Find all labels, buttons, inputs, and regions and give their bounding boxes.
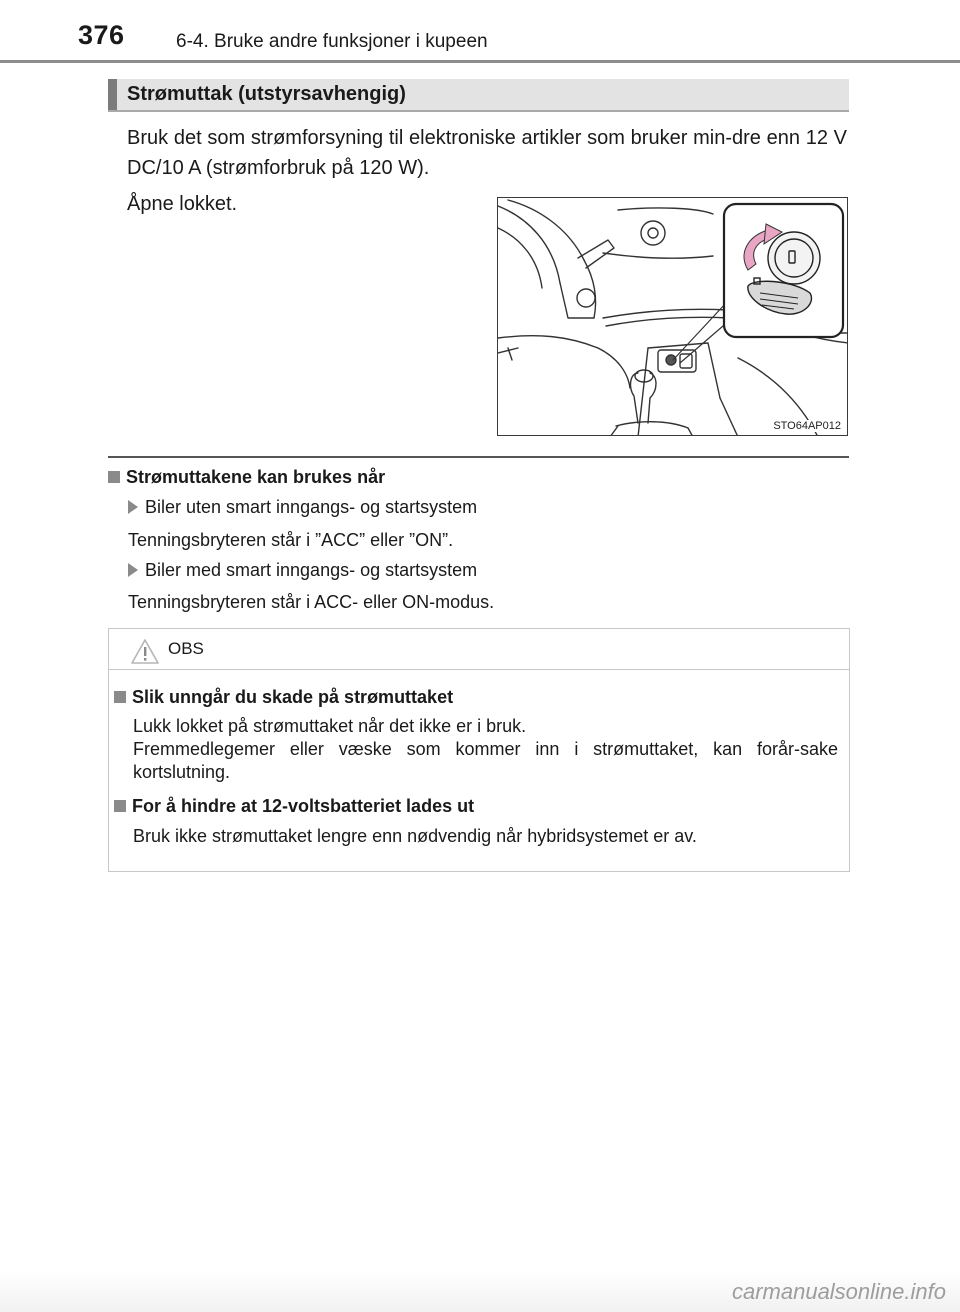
- caution-label: OBS: [168, 639, 204, 658]
- dashboard-drawing: [498, 198, 848, 436]
- caution-section-body: [133, 715, 838, 784]
- condition-item-detail: Tenningsbryteren står i ”ACC” eller ”ON”.: [128, 530, 454, 550]
- condition-item-detail: Tenningsbryteren står i ACC- eller ON-modus.: [128, 592, 495, 612]
- watermark-strip: [0, 1270, 960, 1312]
- page-number: 376: [78, 20, 125, 50]
- condition-item-label-text: Biler uten smart inngangs- og startsystem: [145, 497, 478, 517]
- caution-header: [109, 629, 849, 670]
- caution-section-heading: [114, 796, 474, 817]
- figure-code: STO64AP012: [773, 420, 841, 432]
- caution-section-heading-text: Slik unngår du skade på strømuttaket: [132, 687, 454, 707]
- condition-item-label: [128, 497, 477, 518]
- conditions-heading-text: Strømuttakene kan brukes når: [126, 467, 386, 487]
- section-title: Strømuttak (utstyrsavhengig): [127, 83, 406, 105]
- condition-item-label: [128, 560, 477, 581]
- caution-section-body: [133, 825, 838, 848]
- caution-line: Bruk ikke strømuttaket lengre enn nødvendig når hybridsystemet er av.: [133, 826, 697, 846]
- square-bullet-icon: [114, 691, 126, 703]
- step-instruction: Åpne lokket.: [127, 193, 238, 215]
- section-divider: [108, 456, 849, 458]
- caution-line: Fremmedlegemer eller væske som kommer inn i strømuttaket, kan forår-sake kortslutning.: [133, 739, 838, 782]
- triangle-bullet-icon: [128, 500, 138, 514]
- conditions-heading: [108, 467, 385, 488]
- intro-paragraph: Bruk det som strømforsyning til elektroniske artikler som bruker min-dre enn 12 V DC/10 A (strømforbruk på 120 W).: [127, 127, 847, 179]
- triangle-bullet-icon: [128, 563, 138, 577]
- condition-item-label-text: Biler med smart inngangs- og startsystem: [145, 560, 478, 580]
- caution-line: Lukk lokket på strømuttaket når det ikke er i bruk.: [133, 716, 527, 736]
- header-rule: [0, 60, 960, 63]
- section-title-bar: [108, 79, 849, 112]
- square-bullet-icon: [108, 471, 120, 483]
- chapter-title: 6-4. Bruke andre funksjoner i kupeen: [176, 31, 488, 52]
- power-outlet-illustration: [497, 197, 848, 436]
- caution-section-heading-text: For å hindre at 12-voltsbatteriet lades ut: [132, 796, 475, 816]
- caution-section-heading: [114, 687, 453, 708]
- warning-triangle-icon: [130, 638, 160, 665]
- section-marker: [108, 79, 117, 110]
- watermark-text: carmanualsonline.info: [731, 1279, 946, 1304]
- caution-box: [108, 628, 850, 872]
- square-bullet-icon: [114, 800, 126, 812]
